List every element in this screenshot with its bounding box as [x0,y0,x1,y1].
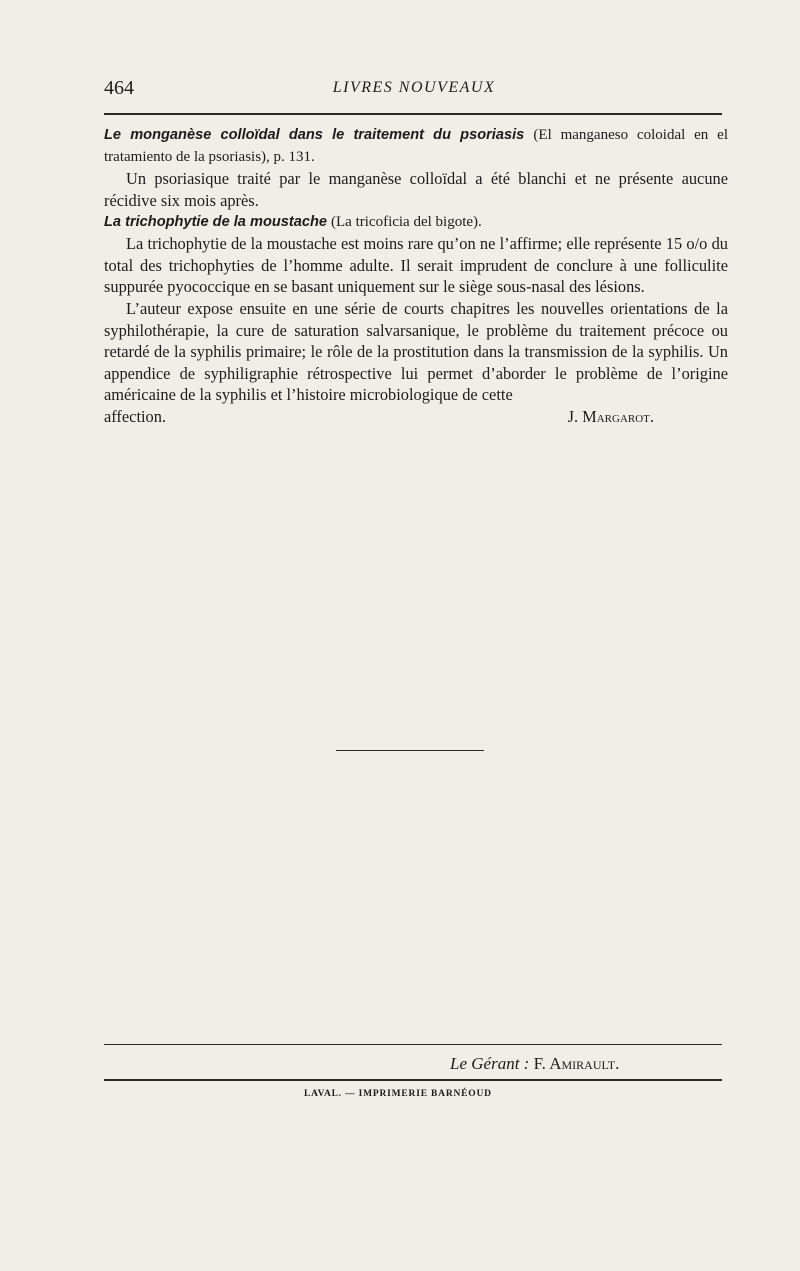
article-2-heading [104,211,728,233]
page-header [104,77,724,105]
section-separator [336,750,484,751]
manager-role: Le Gérant : [450,1054,530,1073]
article-2-paragraph-2: L’auteur expose ensuite en une série de courts chapitres les nouvelles orientations de la syphilothérapie, la cure de saturation salvarsanique, le problème du traitement précoce ou retardé de la syphilis primaire; le rôle de la prostitution dans la transmission de la syphilis. Un appendice de syphiligraphie rétrospective lui permet d’aborder le problème de l’origine américaine de la syphilis et l’histoire microbiologique de cette [104,298,728,405]
article-2-reference: (La tricoficia del bigote). [331,214,482,231]
article-2-paragraph-1: La trichophytie de la moustache est moins rare qu’on ne l’affirme; elle représente 15 o/o du total des trichophyties de l’homme adulte. Il serait imprudent de conclure à une folliculite suppurée pyococcique en se basant uniquement sur le siège sous-nasal des lésions. [104,234,728,297]
article-1-heading [104,124,728,168]
printer-imprint: LAVAL. — IMPRIMERIE BARNÉOUD [304,1089,492,1099]
manager-line [450,1054,619,1074]
signature-line [104,406,728,428]
footer-rule-bottom [104,1079,722,1081]
running-title: LIVRES NOUVEAUX [332,79,496,96]
header-rule [104,113,722,115]
footer-rule-top [104,1044,722,1045]
author-signature: J. Margarot. [567,406,654,426]
article-1-reference: (El manganeso coloidal en el tratamiento de la psoriasis), p. 131. [104,127,729,165]
article-2-title: La trichophytie de la moustache [104,214,328,231]
manager-name: F. Amirault. [533,1054,620,1073]
page-number: 464 [104,77,134,99]
article-1-paragraph: Un psoriasique traité par le manganèse colloïdal a été blanchi et ne présente aucune récidive six mois après. [104,169,728,210]
article-2-last-line: affection. [104,406,167,426]
article-1-title: Le monganèse colloïdal dans le traitement du psoriasis [104,127,525,143]
article-body [104,124,728,428]
